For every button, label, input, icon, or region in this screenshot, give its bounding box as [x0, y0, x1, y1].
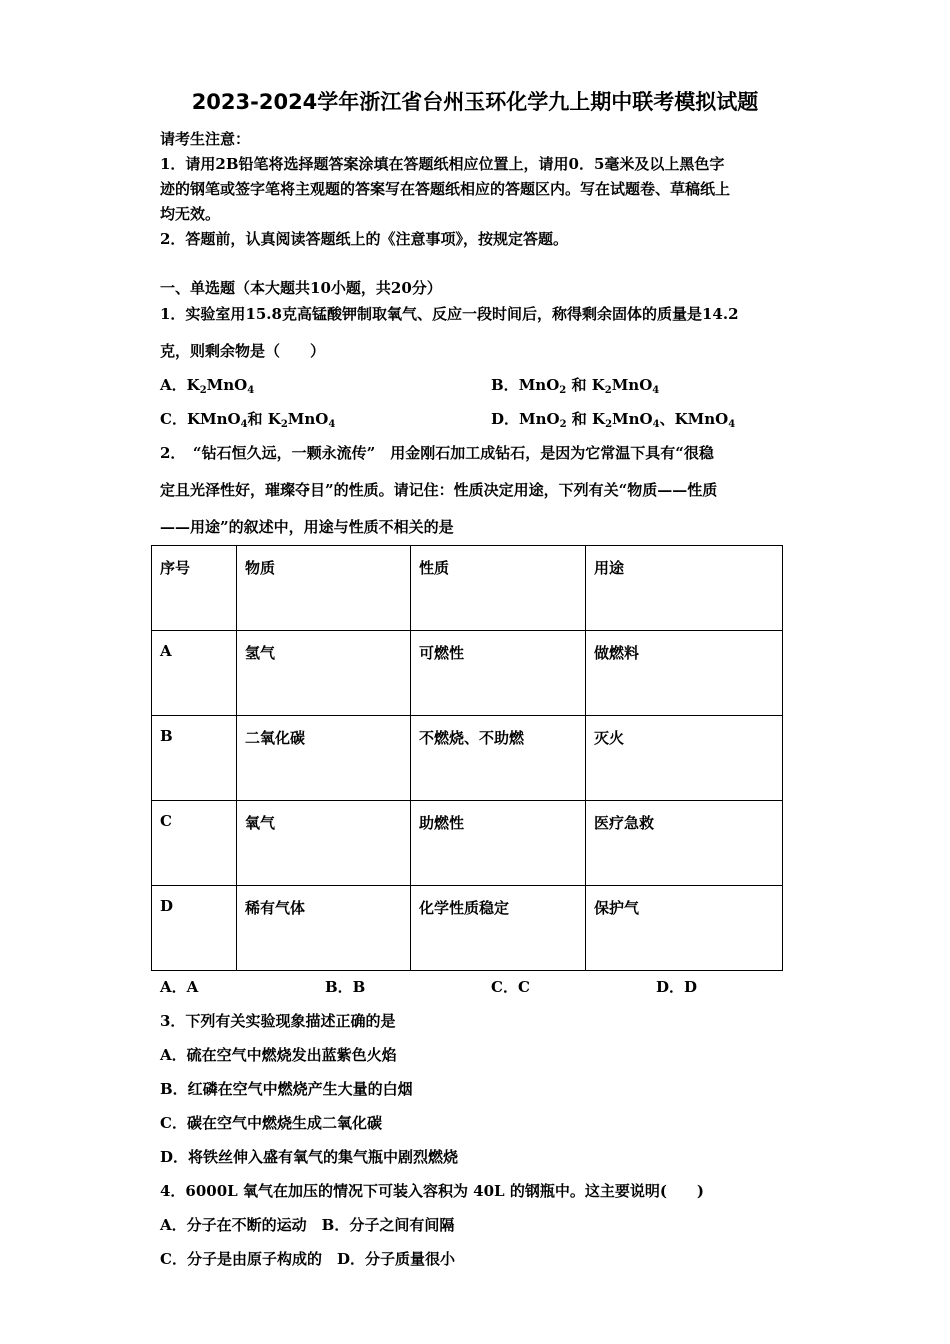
table-cell: 灭火 [586, 716, 783, 801]
q1-option-a: A．$K_2MnO_4$ [160, 376, 255, 396]
table-cell: 稀有气体 [237, 886, 411, 971]
table-cell: C [152, 801, 237, 886]
table-header-row [152, 546, 783, 631]
table-cell: 化学性质稳定 [411, 886, 586, 971]
q3-option-d: D．将铁丝伸入盛有氧气的集气瓶中剧烈燃烧 [160, 1148, 459, 1166]
q2-option-a: A．A [160, 978, 199, 996]
q2-option-c: C．C [491, 978, 530, 996]
table-cell: 二氧化碳 [237, 716, 411, 801]
q3-option-b: B．红磷在空气中燃烧产生大量的白烟 [160, 1080, 413, 1098]
q4-options-ab: A．分子在不断的运动 B．分子之间有间隔 [160, 1216, 455, 1234]
table-cell: 做燃料 [586, 631, 783, 716]
table-cell: D [152, 886, 237, 971]
table-cell: 助燃性 [411, 801, 586, 886]
table-cell: 氧气 [237, 801, 411, 886]
q1-option-d: D．MnO$_2$ 和 $K_2MnO_4$、KMnO$_4$ [491, 410, 736, 430]
table-row [152, 801, 783, 886]
table-header-cell: 性质 [411, 546, 586, 631]
table-row [152, 716, 783, 801]
q2-stem-c: ——用途”的叙述中，用途与性质不相关的是 [160, 518, 454, 536]
table-cell: 可燃性 [411, 631, 586, 716]
section-heading: 一、单选题（本大题共10小题，共20分） [160, 279, 442, 297]
table-header-cell: 物质 [237, 546, 411, 631]
q2-option-b: B．B [325, 978, 366, 996]
notice-heading: 请考生注意： [160, 130, 251, 148]
table-cell: 保护气 [586, 886, 783, 971]
q3-option-c: C．碳在空气中燃烧生成二氧化碳 [160, 1114, 382, 1132]
table-cell: 不燃烧、不助燃 [411, 716, 586, 801]
q2-table [151, 545, 783, 971]
page-title: 2023-2024学年浙江省台州玉环化学九上期中联考模拟试题 [191, 90, 759, 114]
q3-stem: 3．下列有关实验现象描述正确的是 [160, 1012, 396, 1030]
table-cell: 医疗急救 [586, 801, 783, 886]
q3-option-a: A．硫在空气中燃烧发出蓝紫色火焰 [160, 1046, 397, 1064]
notice-line-2: 2．答题前，认真阅读答题纸上的《注意事项》，按规定答题。 [160, 230, 568, 248]
table-cell: 氢气 [237, 631, 411, 716]
notice-line-1c: 均无效。 [160, 205, 221, 223]
q2-option-d: D．D [656, 978, 698, 996]
table-row [152, 631, 783, 716]
q4-stem: 4．6000L 氧气在加压的情况下可装入容积为 40L 的钢瓶中。这主要说明( ) [160, 1182, 705, 1200]
q1-stem-a: 1．实验室用15.8克高锰酸钾制取氧气、反应一段时间后，称得剩余固体的质量是14.2 [160, 305, 739, 323]
notice-line-1b: 迹的钢笔或签字笔将主观题的答案写在答题纸相应的答题区内。写在试题卷、草稿纸上 [160, 180, 731, 198]
q2-stem-a: 2． “钻石恒久远，一颗永流传” 用金刚石加工成钻石，是因为它常温下具有“很稳 [160, 444, 714, 462]
q1-stem-b: 克，则剩余物是（ ） [160, 342, 326, 360]
table-header-cell: 用途 [586, 546, 783, 631]
table-cell: B [152, 716, 237, 801]
q2-stem-b: 定且光泽性好，璀璨夺目”的性质。请记住：性质决定用途，下列有关“物质——性质 [160, 481, 718, 499]
notice-line-1a: 1．请用2B铅笔将选择题答案涂填在答题纸相应位置上，请用0．5毫米及以上黑色字 [160, 155, 725, 173]
table-row [152, 886, 783, 971]
q1-option-c: C．KMnO$_4$和 $K_2MnO_4$ [160, 410, 336, 430]
q1-option-b: B．MnO$_2$ 和 $K_2MnO_4$ [491, 376, 660, 396]
q4-options-cd: C．分子是由原子构成的 D．分子质量很小 [160, 1250, 455, 1268]
table-cell: A [152, 631, 237, 716]
table-header-cell: 序号 [152, 546, 237, 631]
